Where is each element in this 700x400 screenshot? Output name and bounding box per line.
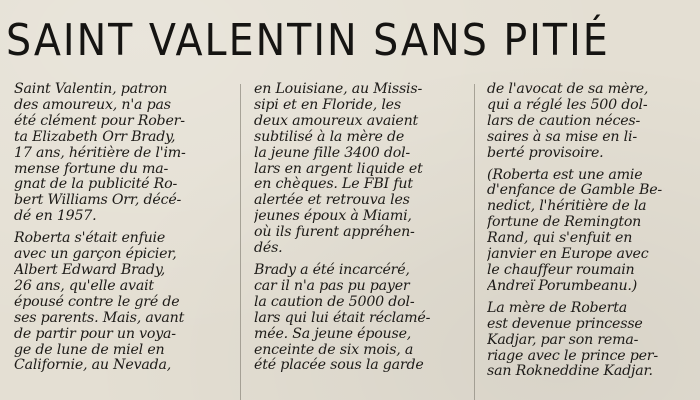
text-line: Brady a été incarcéré, xyxy=(254,261,410,278)
article-paragraph xyxy=(254,82,454,257)
text-line: berté provisoire. xyxy=(487,144,604,161)
text-line: Saint Valentin, patron xyxy=(14,82,168,97)
text-line: lars de caution néces- xyxy=(487,112,641,129)
article-paragraph xyxy=(14,82,214,225)
text-line: de partir pour un voya- xyxy=(14,325,176,342)
text-line: nedict, l'héritière de la xyxy=(487,198,647,215)
text-line: janvier en Europe avec xyxy=(487,246,649,263)
text-line: de l'avocat de sa mère, xyxy=(487,82,649,97)
text-line: été placée sous la garde xyxy=(254,357,424,374)
article-paragraph xyxy=(487,82,687,162)
article-paragraph xyxy=(487,301,687,381)
text-line: en Louisiane, au Missis- xyxy=(254,82,423,97)
text-line: lars qui lui était réclamé- xyxy=(254,309,431,326)
headline: SAINT VALENTIN SANS PITIÉ xyxy=(6,15,610,66)
text-line: mée. Sa jeune épouse, xyxy=(254,325,412,342)
text-line: 17 ans, héritière de l'im- xyxy=(14,144,186,161)
text-line: saires à sa mise en li- xyxy=(487,128,637,145)
article-column-1 xyxy=(14,82,214,400)
article-column-2 xyxy=(254,82,454,400)
text-line: épousé contre le gré de xyxy=(14,293,180,310)
text-line: Andreï Porumbeanu.) xyxy=(487,277,638,294)
text-line: alertée et retrouva les xyxy=(254,192,410,209)
text-line: 26 ans, qu'elle avait xyxy=(14,277,154,294)
text-line: jeunes époux à Miami, xyxy=(254,208,412,225)
text-line: qui a réglé les 500 dol- xyxy=(487,96,648,113)
text-line: où ils furent appréhen- xyxy=(254,224,415,241)
text-line: ge de lune de miel en xyxy=(14,341,165,358)
text-line: la caution de 5000 dol- xyxy=(254,293,415,310)
text-line: été clément pour Rober- xyxy=(14,112,185,129)
text-line: fortune de Remington xyxy=(487,214,642,231)
text-line: avec un garçon épicier, xyxy=(14,246,177,263)
text-line: est devenue princesse xyxy=(487,315,643,332)
text-line: ses parents. Mais, avant xyxy=(14,309,185,326)
text-line: bert Williams Orr, décé- xyxy=(14,192,182,209)
text-line: Kadjar, par son rema- xyxy=(487,331,639,348)
column-divider xyxy=(240,84,241,400)
text-line: deux amoureux avaient xyxy=(254,112,419,129)
text-line: riage avec le prince per- xyxy=(487,347,658,364)
article-paragraph xyxy=(487,168,687,295)
text-line: le chauffeur roumain xyxy=(487,261,635,278)
text-line: Rand, qui s'enfuit en xyxy=(487,230,633,247)
text-line: dé en 1957. xyxy=(14,208,97,225)
text-line: lars en argent liquide et xyxy=(254,160,423,177)
article-paragraph xyxy=(14,231,214,374)
text-line: Roberta s'était enfuie xyxy=(14,230,166,247)
text-line: car il n'a pas pu payer xyxy=(254,277,410,294)
article-paragraph xyxy=(254,263,454,374)
text-line: ta Elizabeth Orr Brady, xyxy=(14,128,176,145)
article-column-3 xyxy=(487,82,687,400)
text-line: Californie, au Nevada, xyxy=(14,357,172,374)
text-line: sipi et en Floride, les xyxy=(254,96,401,113)
column-divider xyxy=(474,84,475,400)
text-line: en chèques. Le FBI fut xyxy=(254,176,413,193)
text-line: enceinte de six mois, a xyxy=(254,341,414,358)
text-line: La mère de Roberta xyxy=(487,299,627,316)
text-line: subtilisé à la mère de xyxy=(254,128,405,145)
text-line: Albert Edward Brady, xyxy=(14,261,166,278)
text-line: des amoureux, n'a pas xyxy=(14,96,171,113)
text-line: san Rokneddine Kadjar. xyxy=(487,363,653,380)
text-line: gnat de la publicité Ro- xyxy=(14,176,178,193)
text-line: mense fortune du ma- xyxy=(14,160,169,177)
text-line: dés. xyxy=(254,240,283,257)
text-line: (Roberta est une amie xyxy=(487,166,643,183)
text-line: d'enfance de Gamble Be- xyxy=(487,182,662,199)
text-line: la jeune fille 3400 dol- xyxy=(254,144,411,161)
